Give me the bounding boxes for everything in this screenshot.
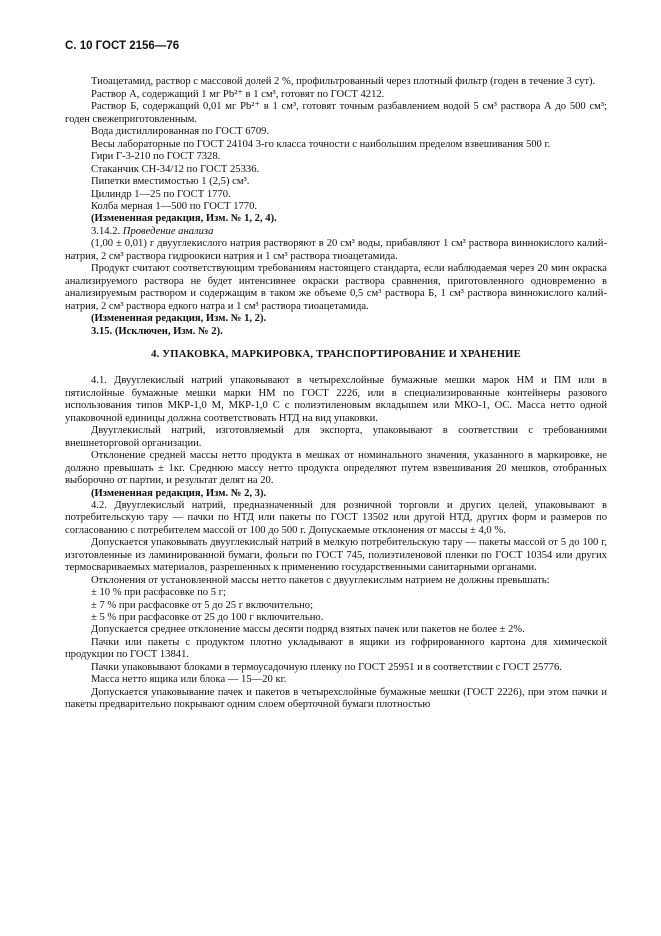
- clause-paragraph: 4.1. Двууглекислый натрий упаковывают в четырехслойные бумажные мешки марок НМ и ПМ или в пятислойные бумажные мешки марки НМ по ГОСТ 2226, или в специализированные контейнеры разового использования типов МКР-1,0 М, МКР-1,0 С с полиэтиленовым вкладышем или МКО-1, ОС. Масса нетто одной упаковочной единицы должна соответствовать НТД на вид упаковки.: [65, 375, 607, 424]
- reagent-item: Пипетки вместимостью 1 (2,5) см³.: [91, 176, 250, 188]
- reagent-item: Колба мерная 1—500 по ГОСТ 1770.: [91, 200, 258, 212]
- section-title: 4. УПАКОВКА, МАРКИРОВКА, ТРАНСПОРТИРОВАНИЕ И ХРАНЕНИЕ: [151, 348, 521, 360]
- excluded-clause: 3.15. (Исключен, Изм. № 2).: [91, 325, 223, 337]
- clause-paragraph: Отклонения от установленной массы нетто пакетов с двууглекислым натрием не должны превышать:: [91, 574, 550, 586]
- subsection-heading: [65, 226, 607, 238]
- reagent-item: Раствор Б, содержащий 0,01 мг Pb²⁺ в 1 см³, готовят точным разбавлением водой 5 см³ раствора А до 500 см³; годен свежеприготовленным.: [65, 101, 607, 125]
- clause-paragraph: Пачки упаковывают блоками в термоусадочную пленку по ГОСТ 25951 и в соответствии с ГОСТ 25776.: [91, 661, 562, 673]
- amendment-note: (Измененная редакция, Изм. № 1, 2).: [91, 313, 267, 325]
- clause-paragraph: Отклонение средней массы нетто продукта в мешках от номинального значения, указанного в маркировке, не должно превышать ± 1кг. Среднюю массу нетто продукта определяют путем взвешивания 20 мешков, отобранных выборочно от партии, и результат делят на 20.: [65, 450, 607, 487]
- reagent-item: Тиоацетамид, раствор с массовой долей 2 %, профильтрованный через плотный фильтр (годен в течение 3 сут).: [91, 76, 596, 88]
- clause-paragraph: Допускается среднее отклонение массы десяти подряд взятых пачек или пакетов не более ± 2%.: [91, 624, 525, 636]
- clause-paragraph: Двууглекислый натрий, изготовляемый для экспорта, упаковывают в соответствии с требованиями внешнеторговой организации.: [65, 425, 607, 449]
- reagent-item: Гири Г-3-210 по ГОСТ 7328.: [91, 151, 221, 163]
- reagent-item: Вода дистиллированная по ГОСТ 6709.: [91, 126, 270, 138]
- tolerance-item: ± 5 % при расфасовке от 25 до 100 г включительно.: [91, 612, 324, 624]
- clause-paragraph: Пачки или пакеты с продуктом плотно укладывают в ящики из гофрированного картона для химической продукции по ГОСТ 13841.: [65, 636, 607, 661]
- amendment-note: (Измененная редакция, Изм. № 1, 2, 4).: [91, 213, 277, 225]
- amendment-note: (Измененная редакция, Изм. № 2, 3).: [91, 487, 267, 499]
- clause-paragraph: Допускается упаковывать двууглекислый натрий в мелкую потребительскую тару — пакеты массой от 5 до 100 г, изготовленные из ламинированной бумаги, фольги по ГОСТ 745, полиэтиленовой пленки по ГОСТ 10354 или других термосвариваемых материалов, разрешенных к применению государственными санитарными органами.: [65, 537, 607, 574]
- page-header: С. 10 ГОСТ 2156—76: [65, 40, 180, 52]
- clause-paragraph: Допускается упаковывание пачек и пакетов в четырехслойные бумажные мешки (ГОСТ 2226), при этом пачки и пакеты предварительно покрывают одним слоем оберточной бумаги плотностью: [65, 686, 607, 711]
- reagent-item: Весы лабораторные по ГОСТ 24104 3-го класса точности с наибольшим пределом взвешивания 500 г.: [91, 138, 551, 150]
- subsection-title: Проведение анализа: [122, 225, 214, 237]
- subsection-number: 3.14.2.: [91, 225, 121, 237]
- analysis-paragraph: (1,00 ± 0,01) г двууглекислого натрия растворяют в 20 см³ воды, прибавляют 1 см³ раствора виннокислого калий-натрия, 2 см³ раствора гидроокиси натрия и 1 см³ раствора тиоацетамида.: [65, 238, 607, 262]
- tolerance-list: [65, 587, 607, 624]
- reagent-item: Раствор А, содержащий 1 мг Pb²⁺ в 1 см³, готовят по ГОСТ 4212.: [91, 88, 385, 100]
- tolerance-item: ± 10 % при расфасовке по 5 г;: [91, 587, 226, 599]
- reagent-item: Стаканчик СН-34/12 по ГОСТ 25336.: [91, 163, 260, 175]
- tolerance-item: ± 7 % при расфасовке от 5 до 25 г включительно;: [91, 599, 314, 611]
- reagents-list: [65, 76, 607, 213]
- reagent-item: Цилиндр 1—25 по ГОСТ 1770.: [91, 188, 231, 200]
- clause-paragraph: Масса нетто ящика или блока — 15—20 кг.: [91, 674, 287, 686]
- clause-paragraph: 4.2. Двууглекислый натрий, предназначенный для розничной торговли и других целей, упаковывают в потребительскую тару — пачки по НТД или пакеты по ГОСТ 13502 или другой НТД, других форм и размеров по согласованию с потребителем массой от 100 до 500 г. Допускаемые отклонения от массы ± 4,0 %.: [65, 499, 607, 536]
- analysis-paragraph: Продукт считают соответствующим требованиям настоящего стандарта, если наблюдаемая через 20 мин окраска анализируемого раствора не будет интенсивнее окраски раствора сравнения, приготовленного одновременно в анализируемым раствором и содержащим в таком же объеме 0,5 см³ раствора Б, 1 см³ раствора виннокислого калий-натрия, 2 см³ раствора едкого натра и 1 см³ раствора тиоацетамида.: [65, 263, 607, 312]
